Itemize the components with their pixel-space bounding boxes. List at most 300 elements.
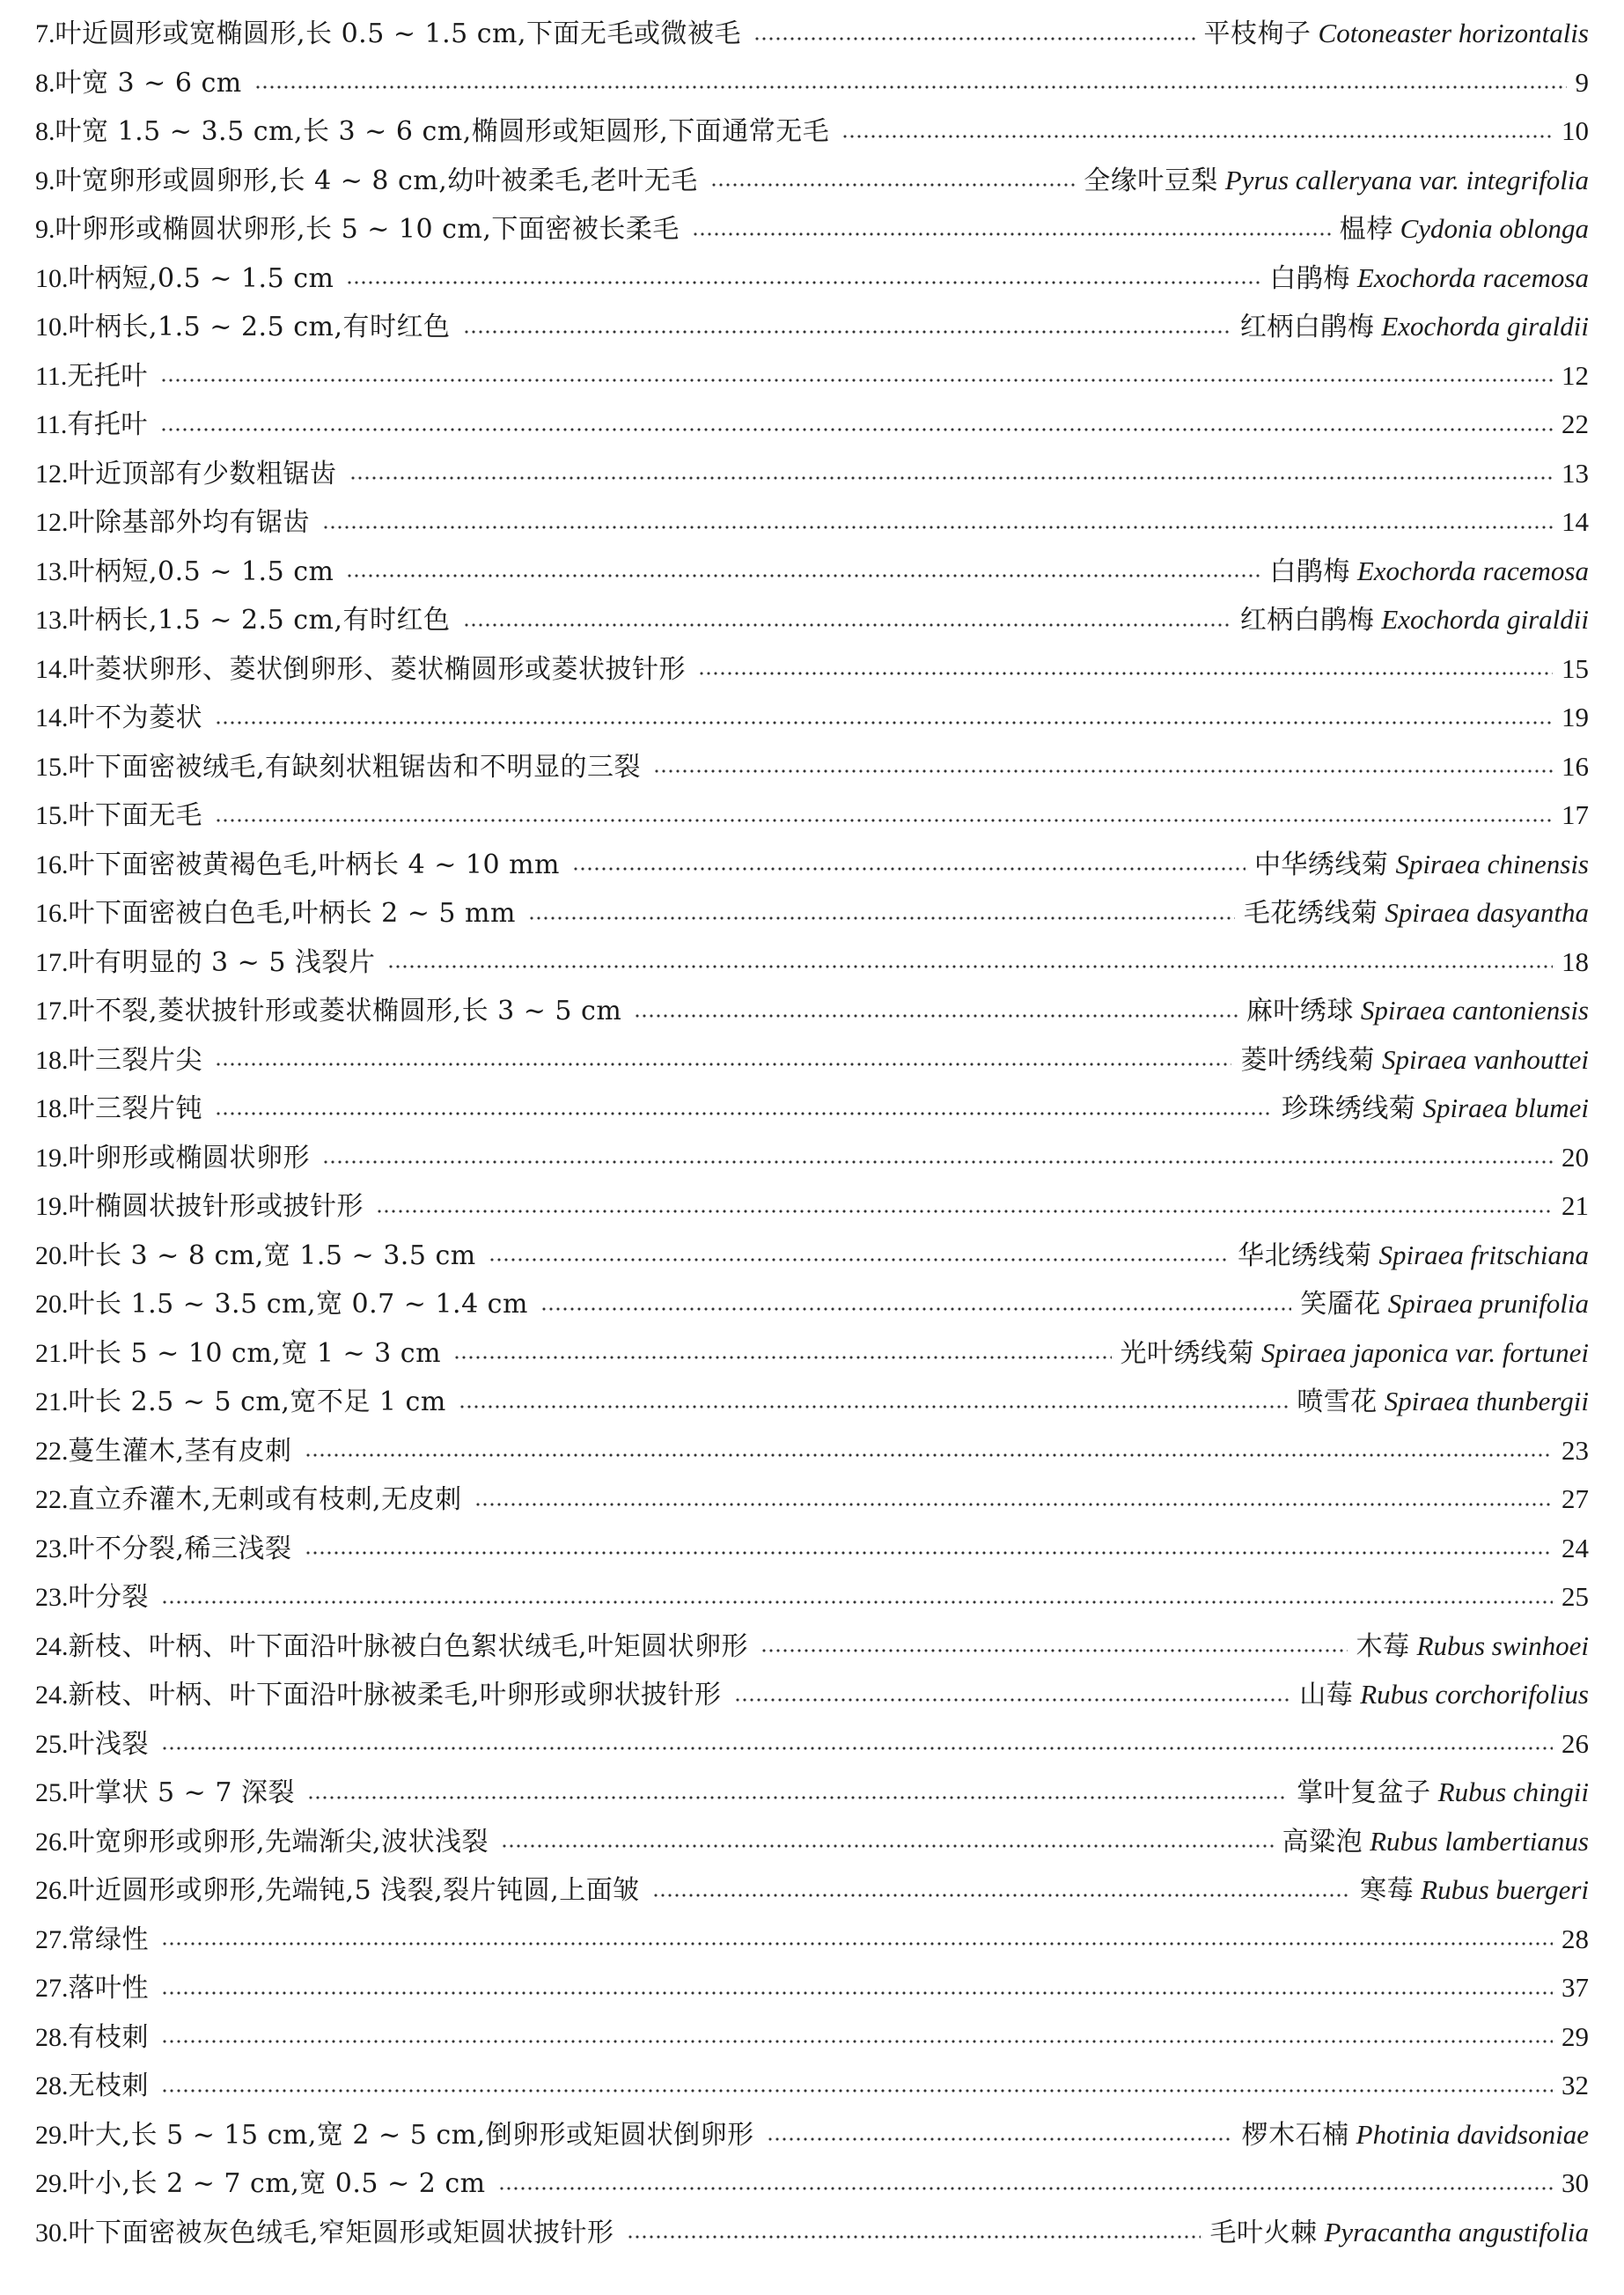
entry-description: 叶近圆形或卵形,先端钝,5 浅裂,裂片钝圆,上面皱 [68, 1875, 640, 1906]
species-chinese-name: 全缘叶豆梨 [1084, 165, 1218, 196]
dot-leader [161, 1745, 1553, 1752]
key-entry [35, 693, 1589, 742]
entry-description: 叶长 1.5 ~ 3.5 cm,宽 0.7 ~ 1.4 cm [68, 1289, 528, 1320]
entry-description: 叶卵形或椭圆状卵形 [68, 1142, 310, 1173]
entry-lead [35, 1036, 202, 1085]
entry-description: 叶宽卵形或圆卵形,长 4 ~ 8 cm,幼叶被柔毛,老叶无毛 [55, 165, 698, 196]
entry-number: 28. [35, 2022, 69, 2052]
species-chinese-name: 白鹃梅 [1269, 262, 1350, 294]
dot-leader [387, 963, 1553, 970]
entry-target [1356, 1622, 1589, 1672]
entry-description: 叶菱状卵形、菱状倒卵形、菱状椭圆形或菱状披针形 [68, 653, 686, 685]
entry-number: 10. [35, 263, 69, 293]
dot-leader [753, 35, 1195, 42]
goto-couplet-number: 14 [1562, 506, 1589, 537]
dot-leader [215, 1061, 1231, 1068]
entry-target [1562, 1719, 1589, 1769]
entry-description: 常绿性 [68, 1924, 149, 1955]
species-latin-name: Spiraea japonica var. fortunei [1261, 1336, 1589, 1368]
dot-leader [161, 2038, 1553, 2045]
entry-description: 叶下面密被绒毛,有缺刻状粗锯齿和不明显的三裂 [68, 751, 642, 783]
entry-lead [35, 1573, 149, 1622]
dot-leader [734, 1696, 1291, 1703]
species-chinese-name: 毛叶火棘 [1209, 2217, 1318, 2248]
entry-number: 22. [35, 1436, 69, 1466]
entry-number: 19. [35, 1192, 69, 1221]
goto-couplet-number: 25 [1562, 1581, 1589, 1612]
species-chinese-name: 椤木石楠 [1241, 2119, 1349, 2151]
entry-number: 8. [35, 117, 55, 146]
key-entry [35, 1719, 1589, 1769]
species-latin-name: Pyracantha angustifolia [1324, 2216, 1589, 2247]
entry-lead [35, 401, 148, 450]
entry-target [1562, 1475, 1589, 1524]
dot-leader [698, 670, 1553, 677]
entry-target [1562, 742, 1589, 791]
dot-leader [501, 1843, 1274, 1850]
entry-target [1562, 2159, 1589, 2208]
dot-leader [307, 1794, 1288, 1801]
entry-number: 28. [35, 2071, 69, 2100]
entry-description: 叶下面密被灰色绒毛,窄矩圆形或矩圆状披针形 [68, 2217, 614, 2248]
entry-description: 叶下面密被黄褐色毛,叶柄长 4 ~ 10 mm [68, 849, 560, 880]
key-entry [35, 1181, 1589, 1231]
entry-lead [35, 1769, 295, 1818]
entry-number: 21. [35, 1387, 69, 1416]
entry-lead [35, 1866, 640, 1916]
species-chinese-name: 中华绣线菊 [1253, 849, 1389, 880]
goto-couplet-number: 15 [1562, 652, 1589, 684]
species-latin-name: Exochorda racemosa [1356, 261, 1589, 293]
key-entry [35, 2012, 1589, 2062]
entry-description: 新枝、叶柄、叶下面沿叶脉被白色絮状绒毛,叶矩圆状卵形 [68, 1630, 749, 1662]
dot-leader [349, 474, 1554, 482]
entry-target [1562, 351, 1589, 401]
species-chinese-name: 平枝栒子 [1203, 18, 1312, 49]
species-latin-name: Photinia davidsoniae [1356, 2118, 1589, 2150]
species-latin-name: Spiraea chinensis [1395, 848, 1589, 879]
entry-description: 叶掌状 5 ~ 7 深裂 [68, 1777, 295, 1808]
species-latin-name: Rubus chingii [1437, 1776, 1589, 1807]
entry-lead [35, 841, 560, 890]
entry-number: 13. [35, 556, 69, 586]
dot-leader [767, 2136, 1233, 2143]
dot-leader [215, 817, 1553, 824]
entry-number: 11. [35, 361, 68, 391]
entry-lead [35, 498, 310, 548]
entry-description: 叶大,长 5 ~ 15 cm,宽 2 ~ 5 cm,倒卵形或矩圆状倒卵形 [68, 2119, 754, 2151]
entry-description: 叶近圆形或宽椭圆形,长 0.5 ~ 1.5 cm,下面无毛或微被毛 [55, 18, 742, 49]
entry-lead [35, 1280, 528, 1329]
goto-couplet-number: 21 [1562, 1190, 1589, 1221]
key-entry [35, 742, 1589, 791]
goto-couplet-number: 26 [1562, 1727, 1589, 1759]
species-chinese-name: 珍珠绣线菊 [1281, 1093, 1416, 1124]
entry-target [1562, 1915, 1589, 1964]
entry-number: 14. [35, 654, 69, 684]
entry-lead [35, 10, 741, 59]
entry-lead [35, 1475, 462, 1525]
entry-target [1562, 400, 1589, 449]
key-entry [35, 1915, 1589, 1964]
key-entry [35, 2061, 1589, 2110]
dot-leader [376, 1208, 1553, 1215]
entry-description: 叶近顶部有少数粗锯齿 [68, 458, 337, 489]
dot-leader [653, 768, 1553, 775]
entry-number: 12. [35, 459, 69, 489]
species-latin-name: Spiraea dasyantha [1385, 897, 1589, 928]
dot-leader [459, 1403, 1289, 1410]
entry-number: 22. [35, 1485, 69, 1514]
entry-description: 叶柄长,1.5 ~ 2.5 cm,有时红色 [68, 605, 451, 636]
entry-lead [35, 450, 337, 499]
dot-leader [692, 231, 1331, 238]
key-entry [35, 400, 1589, 449]
entry-lead [35, 548, 334, 597]
entry-target [1240, 595, 1589, 645]
species-latin-name: Exochorda racemosa [1356, 555, 1589, 586]
species-chinese-name: 菱叶绣线菊 [1240, 1044, 1375, 1076]
dot-leader [322, 1159, 1553, 1166]
dot-leader [160, 426, 1553, 433]
key-entry [35, 1328, 1589, 1378]
entry-description: 叶三裂片钝 [68, 1093, 202, 1124]
entry-lead [35, 596, 451, 645]
entry-target [1562, 449, 1589, 498]
entry-target [1282, 1084, 1589, 1134]
entry-number: 25. [35, 1778, 69, 1807]
key-entry [35, 449, 1589, 498]
dot-leader [528, 915, 1235, 922]
dot-leader [254, 84, 1567, 91]
entry-number: 26. [35, 1827, 69, 1857]
key-entry [35, 1524, 1589, 1573]
entry-description: 有托叶 [67, 409, 148, 440]
entry-target [1204, 9, 1589, 59]
entry-lead [35, 1818, 489, 1867]
goto-couplet-number: 9 [1575, 66, 1589, 98]
entry-lead [35, 938, 375, 988]
dot-leader [474, 1501, 1553, 1508]
dot-leader [161, 1990, 1553, 1997]
dot-leader [346, 279, 1260, 286]
entry-target [1254, 840, 1589, 890]
species-latin-name: Spiraea vanhouttei [1381, 1043, 1589, 1075]
key-entry [35, 888, 1589, 938]
species-chinese-name: 山莓 [1299, 1680, 1354, 1710]
species-chinese-name: 红柄白鹃梅 [1239, 605, 1375, 636]
key-entry [35, 595, 1589, 644]
goto-couplet-number: 37 [1562, 1972, 1589, 2003]
key-entry [35, 1622, 1589, 1671]
entry-number: 18. [35, 1045, 69, 1075]
entry-description: 叶有明显的 3 ~ 5 浅裂片 [68, 946, 376, 978]
dot-leader [161, 1599, 1553, 1606]
entry-description: 叶柄长,1.5 ~ 2.5 cm,有时红色 [68, 312, 451, 342]
entry-description: 叶柄短,0.5 ~ 1.5 cm [68, 555, 334, 587]
key-entry [35, 1377, 1589, 1426]
entry-target [1084, 156, 1589, 206]
entry-description: 无托叶 [67, 360, 148, 392]
entry-lead [35, 2209, 614, 2258]
entry-target [1562, 2012, 1589, 2062]
entry-number: 27. [35, 1924, 69, 1954]
entry-target [1240, 1035, 1589, 1085]
entry-lead [35, 791, 202, 841]
entry-number: 17. [35, 997, 69, 1026]
entry-target [1297, 1768, 1589, 1818]
species-latin-name: Spiraea cantoniensis [1360, 995, 1589, 1026]
species-chinese-name: 白鹃梅 [1269, 555, 1350, 587]
goto-couplet-number: 23 [1562, 1434, 1589, 1466]
entry-description: 无枝刺 [68, 2071, 149, 2101]
entry-lead [35, 157, 698, 206]
key-entry [35, 1133, 1589, 1182]
dot-leader [453, 1354, 1111, 1361]
species-chinese-name: 木莓 [1356, 1630, 1410, 1662]
species-latin-name: Rubus lambertianus [1370, 1825, 1589, 1857]
species-chinese-name: 红柄白鹃梅 [1239, 312, 1375, 342]
entry-number: 24. [35, 1681, 69, 1710]
species-chinese-name: 榅桲 [1339, 214, 1393, 245]
key-entry [35, 1670, 1589, 1719]
entry-target [1562, 2061, 1589, 2110]
key-entry [35, 840, 1589, 889]
entry-lead [35, 1232, 476, 1281]
goto-couplet-number: 29 [1562, 2020, 1589, 2052]
dot-leader [652, 1892, 1351, 1899]
entry-target [1562, 1572, 1589, 1622]
key-entry [35, 986, 1589, 1035]
entry-number: 27. [35, 1974, 69, 2003]
entry-lead [35, 2062, 149, 2111]
entry-lead [35, 743, 641, 792]
entry-number: 29. [35, 2169, 69, 2198]
dot-leader [627, 2233, 1201, 2240]
entry-description: 叶分裂 [68, 1582, 149, 1613]
entry-lead [35, 694, 202, 743]
species-latin-name: Rubus swinhoei [1416, 1629, 1589, 1661]
entry-number: 10. [35, 313, 69, 342]
entry-target [1562, 1963, 1589, 2012]
entry-description: 叶浅裂 [68, 1728, 149, 1760]
key-entry [35, 1426, 1589, 1475]
key-entry [35, 107, 1589, 156]
entry-lead [35, 352, 148, 401]
goto-couplet-number: 30 [1562, 2167, 1589, 2198]
entry-number: 15. [35, 801, 69, 830]
species-latin-name: Cotoneaster horizontalis [1318, 18, 1589, 48]
key-entry [35, 938, 1589, 987]
entry-lead [35, 2159, 486, 2209]
species-latin-name: Spiraea fritschiana [1378, 1239, 1589, 1270]
dot-leader [346, 572, 1260, 579]
dichotomous-key-list [35, 9, 1589, 2256]
species-latin-name: Rubus buergeri [1421, 1874, 1589, 1905]
dot-leader [215, 719, 1553, 726]
entry-number: 25. [35, 1729, 69, 1759]
species-latin-name: Exochorda giraldii [1381, 604, 1589, 635]
dot-leader [463, 622, 1231, 629]
key-entry [35, 204, 1589, 254]
entry-target [1576, 58, 1590, 107]
goto-couplet-number: 32 [1562, 2070, 1589, 2100]
entry-lead [35, 1085, 202, 1134]
key-entry [35, 302, 1589, 351]
entry-number: 19. [35, 1143, 69, 1173]
entry-number: 11. [35, 410, 68, 439]
species-latin-name: Pyrus calleryana var. integrifolia [1224, 164, 1589, 195]
entry-description: 叶长 3 ~ 8 cm,宽 1.5 ~ 3.5 cm [68, 1239, 476, 1271]
entry-lead [35, 1720, 149, 1769]
entry-lead [35, 205, 680, 254]
entry-description: 叶不裂,菱状披针形或菱状椭圆形,长 3 ~ 5 cm [68, 996, 622, 1026]
entry-number: 13. [35, 606, 69, 635]
goto-couplet-number: 19 [1562, 702, 1589, 732]
entry-number: 24. [35, 1631, 69, 1661]
species-chinese-name: 掌叶复盆子 [1297, 1777, 1431, 1808]
entry-lead [35, 987, 621, 1036]
entry-target [1282, 1817, 1589, 1867]
entry-target [1269, 547, 1589, 597]
entry-number: 12. [35, 508, 69, 537]
key-entry [35, 1963, 1589, 2012]
key-entry [35, 2159, 1589, 2208]
entry-number: 23. [35, 1534, 69, 1563]
dot-leader [161, 1940, 1553, 1947]
key-entry [35, 351, 1589, 401]
entry-lead [35, 2111, 754, 2160]
species-latin-name: Exochorda giraldii [1381, 311, 1589, 342]
species-latin-name: Rubus corchorifolius [1360, 1679, 1589, 1710]
key-entry [35, 1768, 1589, 1817]
dot-leader [161, 2087, 1553, 2094]
key-entry [35, 1475, 1589, 1524]
key-entry [35, 1035, 1589, 1085]
goto-couplet-number: 17 [1562, 799, 1589, 830]
dot-leader [160, 377, 1553, 384]
entry-number: 29. [35, 2120, 69, 2150]
entry-description: 叶下面密被白色毛,叶柄长 2 ~ 5 mm [68, 898, 516, 929]
entry-lead [35, 107, 829, 157]
dot-leader [489, 1256, 1229, 1263]
species-latin-name: Spiraea prunifolia [1387, 1288, 1589, 1319]
entry-lead [35, 59, 242, 108]
entry-lead [35, 1134, 310, 1183]
species-chinese-name: 华北绣线菊 [1237, 1239, 1372, 1271]
entry-number: 16. [35, 899, 69, 928]
entry-target [1121, 1328, 1589, 1379]
dot-leader [634, 1012, 1238, 1019]
entry-target [1562, 644, 1589, 694]
entry-target [1300, 1279, 1589, 1329]
entry-target [1562, 1524, 1589, 1573]
key-entry [35, 58, 1589, 107]
entry-target [1269, 254, 1589, 304]
entry-target [1340, 204, 1589, 254]
key-entry [35, 1084, 1589, 1133]
entry-lead [35, 1916, 149, 1965]
entry-target [1562, 1133, 1589, 1182]
key-entry [35, 644, 1589, 694]
entry-lead [35, 1964, 149, 2013]
entry-target [1562, 693, 1589, 742]
entry-target [1297, 1377, 1589, 1427]
entry-target [1209, 2208, 1589, 2258]
goto-couplet-number: 10 [1562, 115, 1589, 146]
entry-target [1244, 888, 1589, 938]
entry-lead [35, 254, 334, 304]
species-latin-name: Cydonia oblonga [1400, 213, 1589, 244]
goto-couplet-number: 28 [1562, 1923, 1589, 1954]
key-entry [35, 2208, 1589, 2257]
key-entry [35, 2110, 1589, 2159]
entry-lead [35, 1671, 722, 1720]
entry-description: 落叶性 [68, 1973, 149, 2004]
dot-leader [322, 524, 1553, 531]
species-latin-name: Spiraea thunbergii [1384, 1386, 1589, 1416]
entry-description: 叶柄短,0.5 ~ 1.5 cm [68, 262, 334, 294]
key-entry [35, 1865, 1589, 1915]
entry-description: 直立乔灌木,无刺或有枝刺,无皮刺 [68, 1484, 462, 1515]
entry-lead [35, 1182, 364, 1232]
entry-target [1562, 1426, 1589, 1475]
entry-description: 叶不分裂,稀三浅裂 [68, 1533, 292, 1564]
entry-description: 叶不为菱状 [68, 702, 202, 733]
entry-description: 叶长 2.5 ~ 5 cm,宽不足 1 cm [68, 1387, 446, 1417]
entry-target [1246, 986, 1589, 1036]
goto-couplet-number: 24 [1562, 1532, 1589, 1563]
entry-description: 叶椭圆状披针形或披针形 [68, 1191, 364, 1222]
key-entry [35, 1572, 1589, 1622]
entry-number: 9. [35, 166, 55, 195]
dot-leader [710, 181, 1075, 188]
entry-target [1562, 1181, 1589, 1231]
entry-lead [35, 1427, 292, 1476]
entry-lead [35, 2013, 149, 2063]
key-entry [35, 254, 1589, 303]
species-chinese-name: 寒莓 [1360, 1875, 1415, 1906]
goto-couplet-number: 20 [1562, 1141, 1589, 1173]
entry-target [1562, 791, 1589, 840]
key-entry [35, 156, 1589, 205]
goto-couplet-number: 12 [1562, 359, 1589, 391]
entry-description: 叶下面无毛 [68, 800, 202, 831]
goto-couplet-number: 18 [1562, 945, 1589, 977]
entry-description: 蔓生灌木,茎有皮刺 [68, 1435, 292, 1467]
dot-leader [215, 1110, 1273, 1117]
entry-description: 叶三裂片尖 [68, 1044, 202, 1076]
entry-number: 17. [35, 947, 69, 977]
dot-leader [761, 1647, 1347, 1654]
dot-leader [463, 328, 1231, 335]
dot-leader [841, 133, 1553, 140]
entry-lead [35, 1378, 446, 1427]
entry-target [1360, 1865, 1589, 1916]
entry-target [1562, 938, 1589, 987]
dot-leader [572, 865, 1246, 872]
species-chinese-name: 高粱泡 [1282, 1826, 1363, 1857]
species-latin-name: Spiraea blumei [1422, 1092, 1589, 1123]
entry-description: 新枝、叶柄、叶下面沿叶脉被柔毛,叶卵形或卵状披针形 [68, 1680, 722, 1710]
entry-number: 26. [35, 1876, 69, 1905]
goto-couplet-number: 27 [1562, 1483, 1589, 1514]
entry-number: 9. [35, 215, 55, 244]
entry-number: 14. [35, 703, 69, 732]
entry-description: 叶卵形或椭圆状卵形,长 5 ~ 10 cm,下面密被长柔毛 [55, 214, 680, 245]
entry-target [1238, 1231, 1589, 1281]
entry-lead [35, 1622, 748, 1672]
